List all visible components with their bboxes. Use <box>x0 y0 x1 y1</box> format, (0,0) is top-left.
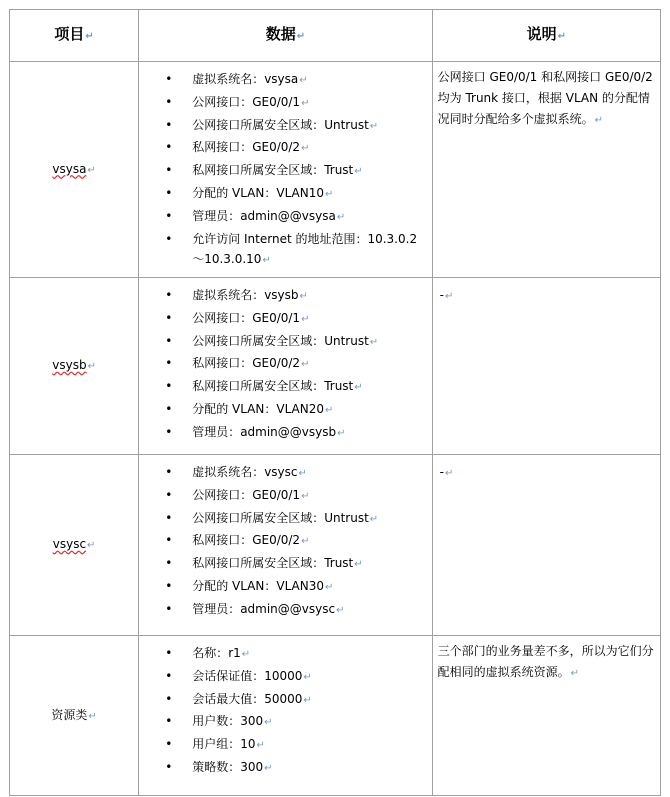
row-item: 资源类↵ <box>10 636 139 796</box>
list-item: • 名称：r1↵ <box>192 643 430 666</box>
list-item: • 分配的 VLAN：VLAN10↵ <box>192 183 430 206</box>
list-item: • 私网接口所属安全区域：Trust↵ <box>192 553 430 576</box>
list-item: • 公网接口：GE0/0/1↵ <box>192 92 430 115</box>
list-item: • 私网接口：GE0/0/2↵ <box>192 353 430 376</box>
header-item: 项目↵ <box>10 10 139 62</box>
list-item: • 允许访问 Internet 的地址范围：10.3.0.2～10.3.0.10↵ <box>192 229 430 273</box>
table-row <box>10 636 661 796</box>
list-item: • 虚拟系统名：vsysc↵ <box>192 462 430 485</box>
list-item: • 分配的 VLAN：VLAN20↵ <box>192 399 430 422</box>
list-item: • 虚拟系统名：vsysb↵ <box>192 285 430 308</box>
list-item: • 私网接口：GE0/0/2↵ <box>192 530 430 553</box>
list-item: • 会话保证值：10000↵ <box>192 666 430 689</box>
config-table <box>9 9 661 796</box>
list-item: • 公网接口：GE0/0/1↵ <box>192 308 430 331</box>
table-row <box>10 455 661 636</box>
list-item: • 私网接口所属安全区域：Trust↵ <box>192 160 430 183</box>
table-row <box>10 62 661 278</box>
list-item: • 公网接口所属安全区域：Untrust↵ <box>192 115 430 138</box>
row-data <box>139 278 432 455</box>
row-note: -↵ <box>432 455 660 636</box>
list-item: • 分配的 VLAN：VLAN30↵ <box>192 576 430 599</box>
row-item: vsysc↵ <box>10 455 139 636</box>
list-item: • 私网接口：GE0/0/2↵ <box>192 137 430 160</box>
list-item: • 策略数：300↵ <box>192 757 430 780</box>
list-item: • 公网接口：GE0/0/1↵ <box>192 485 430 508</box>
list-item: • 公网接口所属安全区域：Untrust↵ <box>192 508 430 531</box>
list-item: • 虚拟系统名：vsysa↵ <box>192 69 430 92</box>
row-item: vsysb↵ <box>10 278 139 455</box>
list-item: • 管理员：admin@@vsysa↵ <box>192 206 430 229</box>
header-note: 说明↵ <box>432 10 660 62</box>
row-note: -↵ <box>432 278 660 455</box>
header-data: 数据↵ <box>139 10 432 62</box>
row-note: 公网接口 GE0/0/1 和私网接口 GE0/0/2 均为 Trunk 接口，根据 VLAN 的分配情况同时分配给多个虚拟系统。↵ <box>432 62 660 278</box>
list-item: • 私网接口所属安全区域：Trust↵ <box>192 376 430 399</box>
list-item: • 用户数：300↵ <box>192 711 430 734</box>
row-data <box>139 62 432 278</box>
header-row <box>10 10 661 62</box>
row-item: vsysa↵ <box>10 62 139 278</box>
list-item: • 用户组：10↵ <box>192 734 430 757</box>
row-data <box>139 455 432 636</box>
list-item: • 会话最大值：50000↵ <box>192 689 430 712</box>
list-item: • 公网接口所属安全区域：Untrust↵ <box>192 331 430 354</box>
table-row <box>10 278 661 455</box>
list-item: • 管理员：admin@@vsysb↵ <box>192 422 430 445</box>
row-note: 三个部门的业务量差不多，所以为它们分配相同的虚拟系统资源。↵ <box>432 636 660 796</box>
list-item: • 管理员：admin@@vsysc↵ <box>192 599 430 622</box>
row-data <box>139 636 432 796</box>
